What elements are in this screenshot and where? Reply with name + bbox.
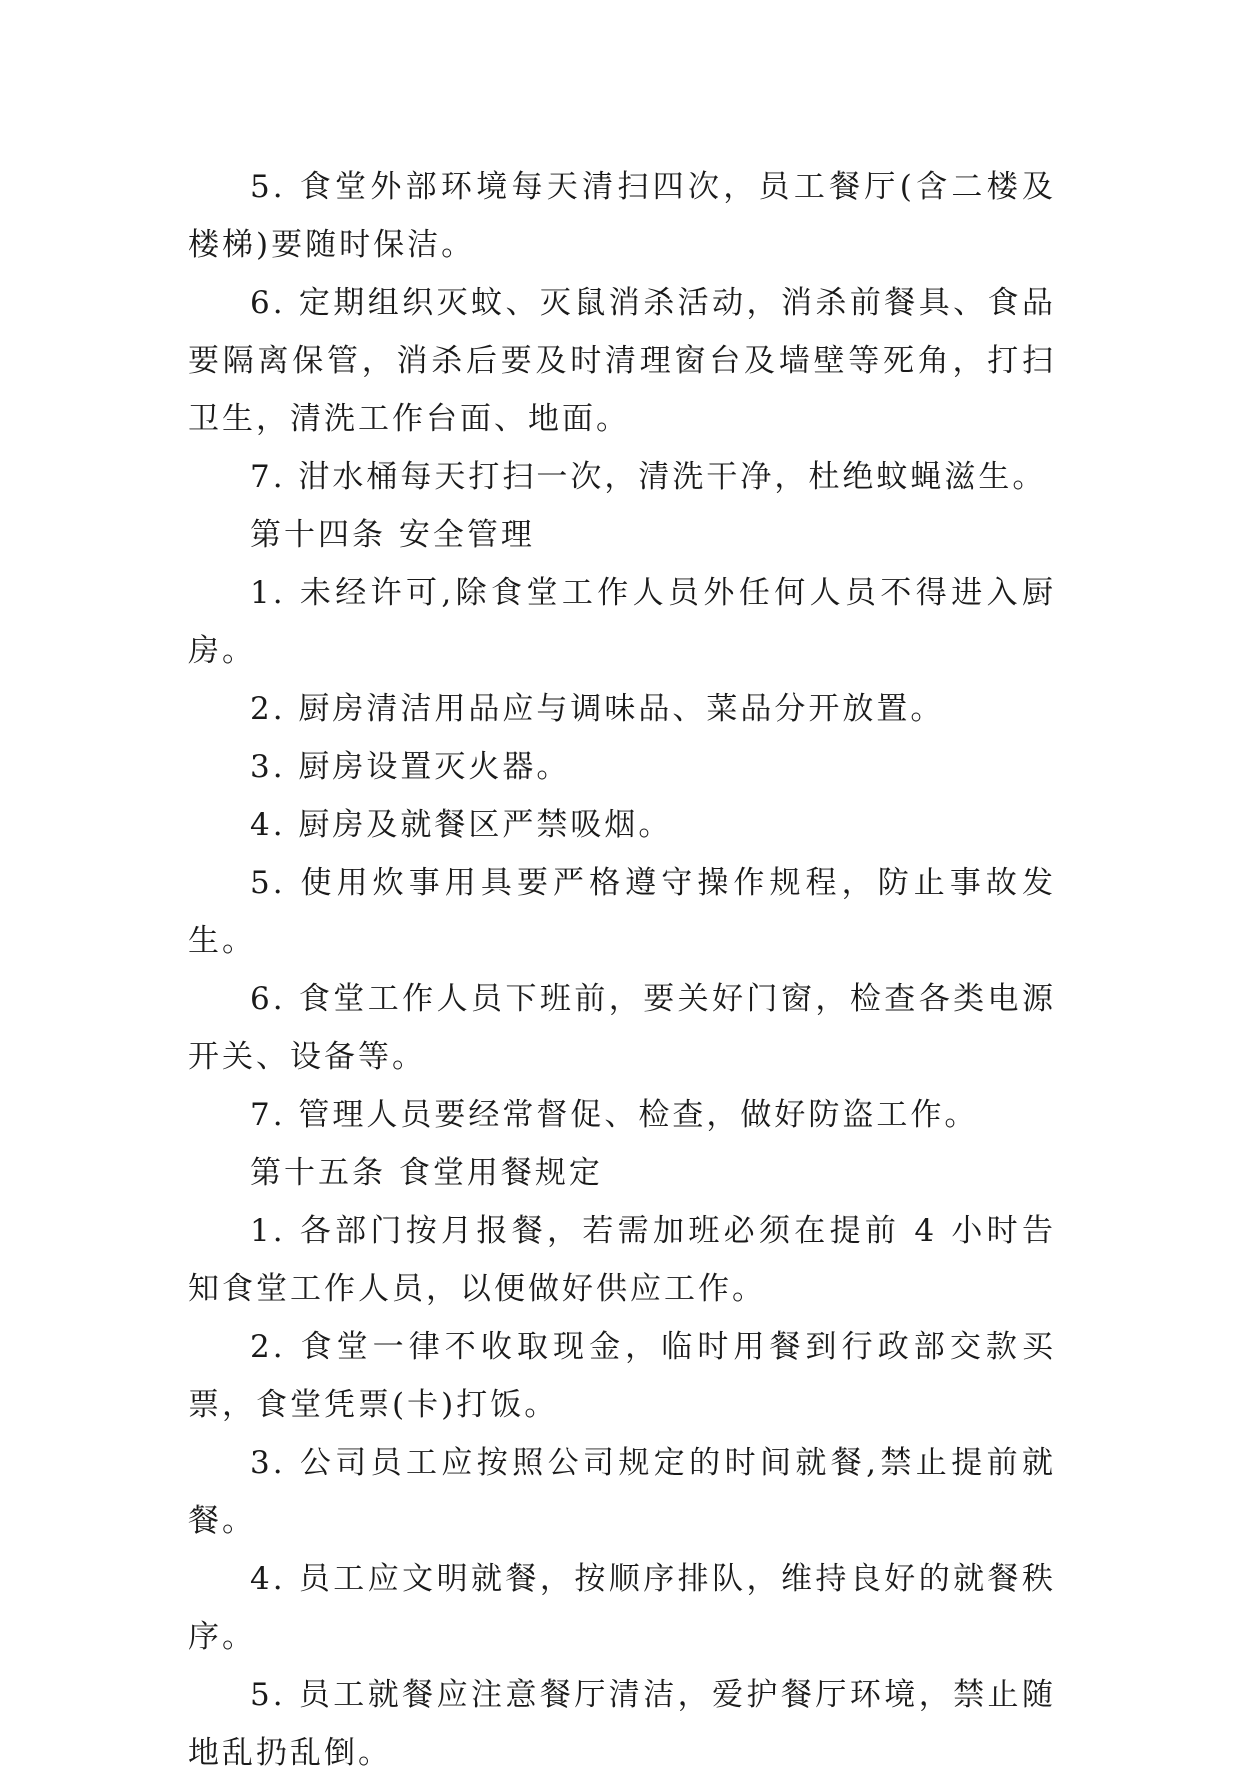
paragraph-safety-6: 6. 食堂工作人员下班前，要关好门窗，检查各类电源开关、设备等。 [188, 981, 1056, 1075]
paragraph-safety-3: 3. 厨房设置灭火器。 [250, 749, 571, 785]
paragraph-dining-2: 2. 食堂一律不收取现金，临时用餐到行政部交款买票，食堂凭票(卡)打饭。 [188, 1329, 1056, 1423]
paragraph-safety-1: 1. 未经许可,除食堂工作人员外任何人员不得进入厨房。 [188, 575, 1056, 669]
paragraph-dining-5: 5. 员工就餐应注意餐厅清洁，爱护餐厅环境，禁止随地乱扔乱倒。 [188, 1677, 1056, 1771]
paragraph-cleaning-6: 6. 定期组织灭蚊、灭鼠消杀活动，消杀前餐具、食品要隔离保管，消杀后要及时清理窗台及墙壁等死角，打扫卫生，清洗工作台面、地面。 [188, 285, 1056, 437]
document-body [188, 158, 1056, 1782]
paragraph-safety-4: 4. 厨房及就餐区严禁吸烟。 [250, 807, 673, 843]
section-heading-article-15: 第十五条 食堂用餐规定 [250, 1155, 603, 1191]
paragraph-dining-1: 1. 各部门按月报餐，若需加班必须在提前 4 小时告知食堂工作人员，以便做好供应工作。 [188, 1213, 1056, 1307]
paragraph-cleaning-5: 5. 食堂外部环境每天清扫四次，员工餐厅(含二楼及楼梯)要随时保洁。 [188, 169, 1056, 263]
paragraph-safety-5: 5. 使用炊事用具要严格遵守操作规程，防止事故发生。 [188, 865, 1056, 959]
paragraph-dining-3: 3. 公司员工应按照公司规定的时间就餐,禁止提前就餐。 [188, 1445, 1056, 1539]
paragraph-dining-4: 4. 员工应文明就餐，按顺序排队，维持良好的就餐秩序。 [188, 1561, 1056, 1655]
paragraph-safety-2: 2. 厨房清洁用品应与调味品、菜品分开放置。 [250, 691, 945, 727]
paragraph-cleaning-7: 7. 泔水桶每天打扫一次，清洗干净，杜绝蚊蝇滋生。 [250, 459, 1047, 495]
paragraph-safety-7: 7. 管理人员要经常督促、检查，做好防盗工作。 [250, 1097, 979, 1133]
section-heading-article-14: 第十四条 安全管理 [250, 517, 535, 553]
